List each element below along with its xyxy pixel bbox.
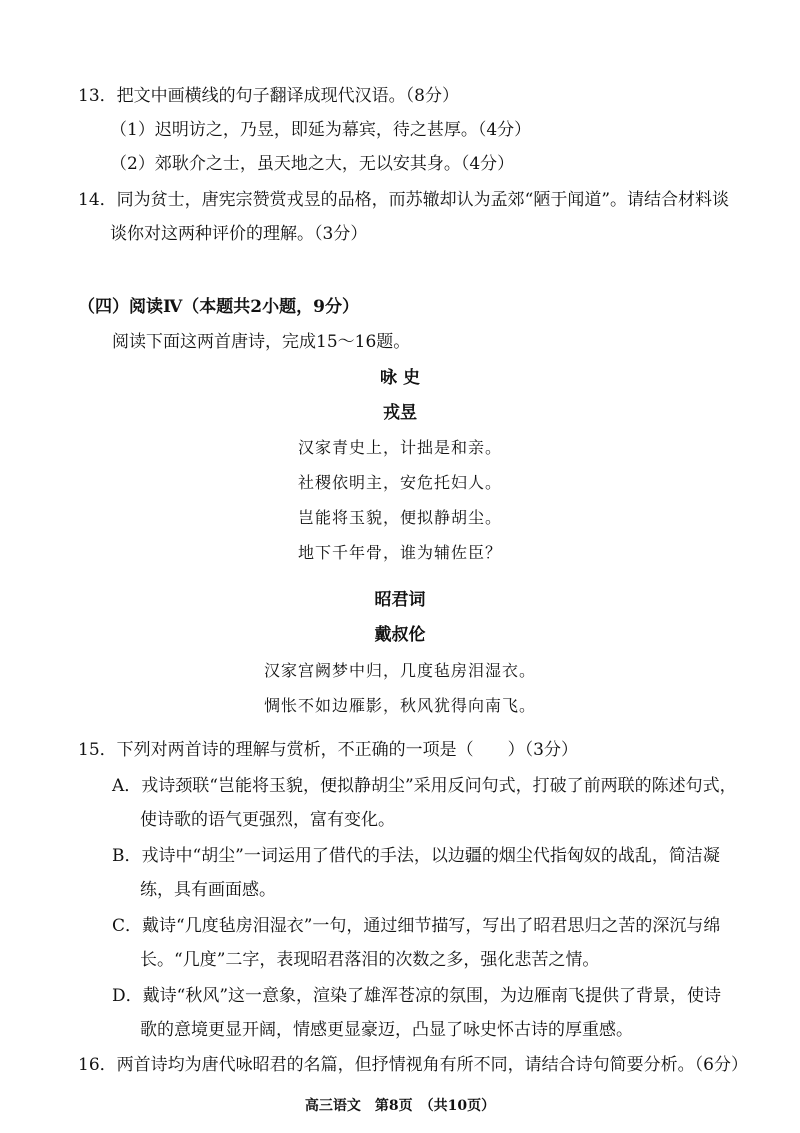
- q15-option-c-line2: 长。“几度”二字，表现昭君落泪的次数之多，强化悲苦之情。: [140, 950, 600, 970]
- poem2-line-1: 汉家宫阙梦中归，几度毡房泪湿衣。: [263, 661, 536, 680]
- poem2-line-2: 惆怅不如边雁影，秋风犹得向南飞。: [263, 696, 536, 715]
- q15-option-a-line1: A．戎诗颈联“岂能将玉貌，便拟静胡尘”采用反问句式，打破了前两联的陈述句式，: [112, 776, 737, 796]
- poem2-author: 戴叔伦: [374, 625, 426, 645]
- section4-instruction: 阅读下面这两首唐诗，完成15～16题。: [112, 332, 411, 352]
- poem1-line-1: 汉家青史上，计拙是和亲。: [297, 438, 502, 457]
- q16-stem: 16．两首诗均为唐代咏昭君的名篇，但抒情视角有所不同，请结合诗句简要分析。（6分）: [78, 1055, 748, 1075]
- section4-heading: （四）阅读Ⅳ（本题共2小题，9分）: [78, 297, 359, 317]
- q14-line1: 14．同为贫士，唐宪宗赞赏戎昱的品格，而苏辙却认为孟郊“陋于闻道”。请结合材料谈: [78, 190, 730, 210]
- q14-line2: 谈你对这两种评价的理解。（3分）: [110, 224, 368, 244]
- q15-option-a-line2: 使诗歌的语气更强烈，富有变化。: [140, 810, 395, 830]
- q15-option-b-line1: B．戎诗中“胡尘”一词运用了借代的手法，以边疆的烟尘代指匈奴的战乱，简洁凝: [112, 846, 720, 866]
- poem2-title: 昭君词: [374, 590, 426, 610]
- poem1-line-4: 地下千年骨，谁为辅佐臣？: [297, 543, 502, 562]
- q15-option-c-line1: C．戴诗“几度毡房泪湿衣”一句，通过细节描写，写出了昭君思归之苦的深沉与绵: [112, 916, 721, 936]
- q15-stem: 15．下列对两首诗的理解与赏析，不正确的一项是（ ）（3分）: [78, 740, 578, 760]
- poem1-author: 戎昱: [383, 403, 417, 423]
- q13-sub1: （1）迟明访之，乃昱，即延为幕宾，待之甚厚。（4分）: [110, 120, 532, 140]
- q15-option-d-line1: D．戴诗“秋风”这一意象，渲染了雄浑苍凉的氛围，为边雁南飞提供了背景，使诗: [112, 986, 722, 1006]
- poem1-title: 咏 史: [380, 368, 420, 388]
- poem1-line-2: 社稷依明主，安危托妇人。: [297, 473, 502, 492]
- poem1-line-3: 岂能将玉貌，便拟静胡尘。: [297, 508, 502, 527]
- q15-option-b-line2: 练，具有画面感。: [140, 880, 276, 900]
- q13-stem: 13．把文中画横线的句子翻译成现代汉语。（8分）: [78, 86, 459, 106]
- q13-sub2: （2）郊耿介之士，虽天地之大，无以安其身。（4分）: [110, 154, 515, 174]
- page-footer: 高三语文 第8页 （共10页）: [304, 1098, 496, 1114]
- q15-option-d-line2: 歌的意境更显开阔，情感更显豪迈，凸显了咏史怀古诗的厚重感。: [140, 1020, 633, 1040]
